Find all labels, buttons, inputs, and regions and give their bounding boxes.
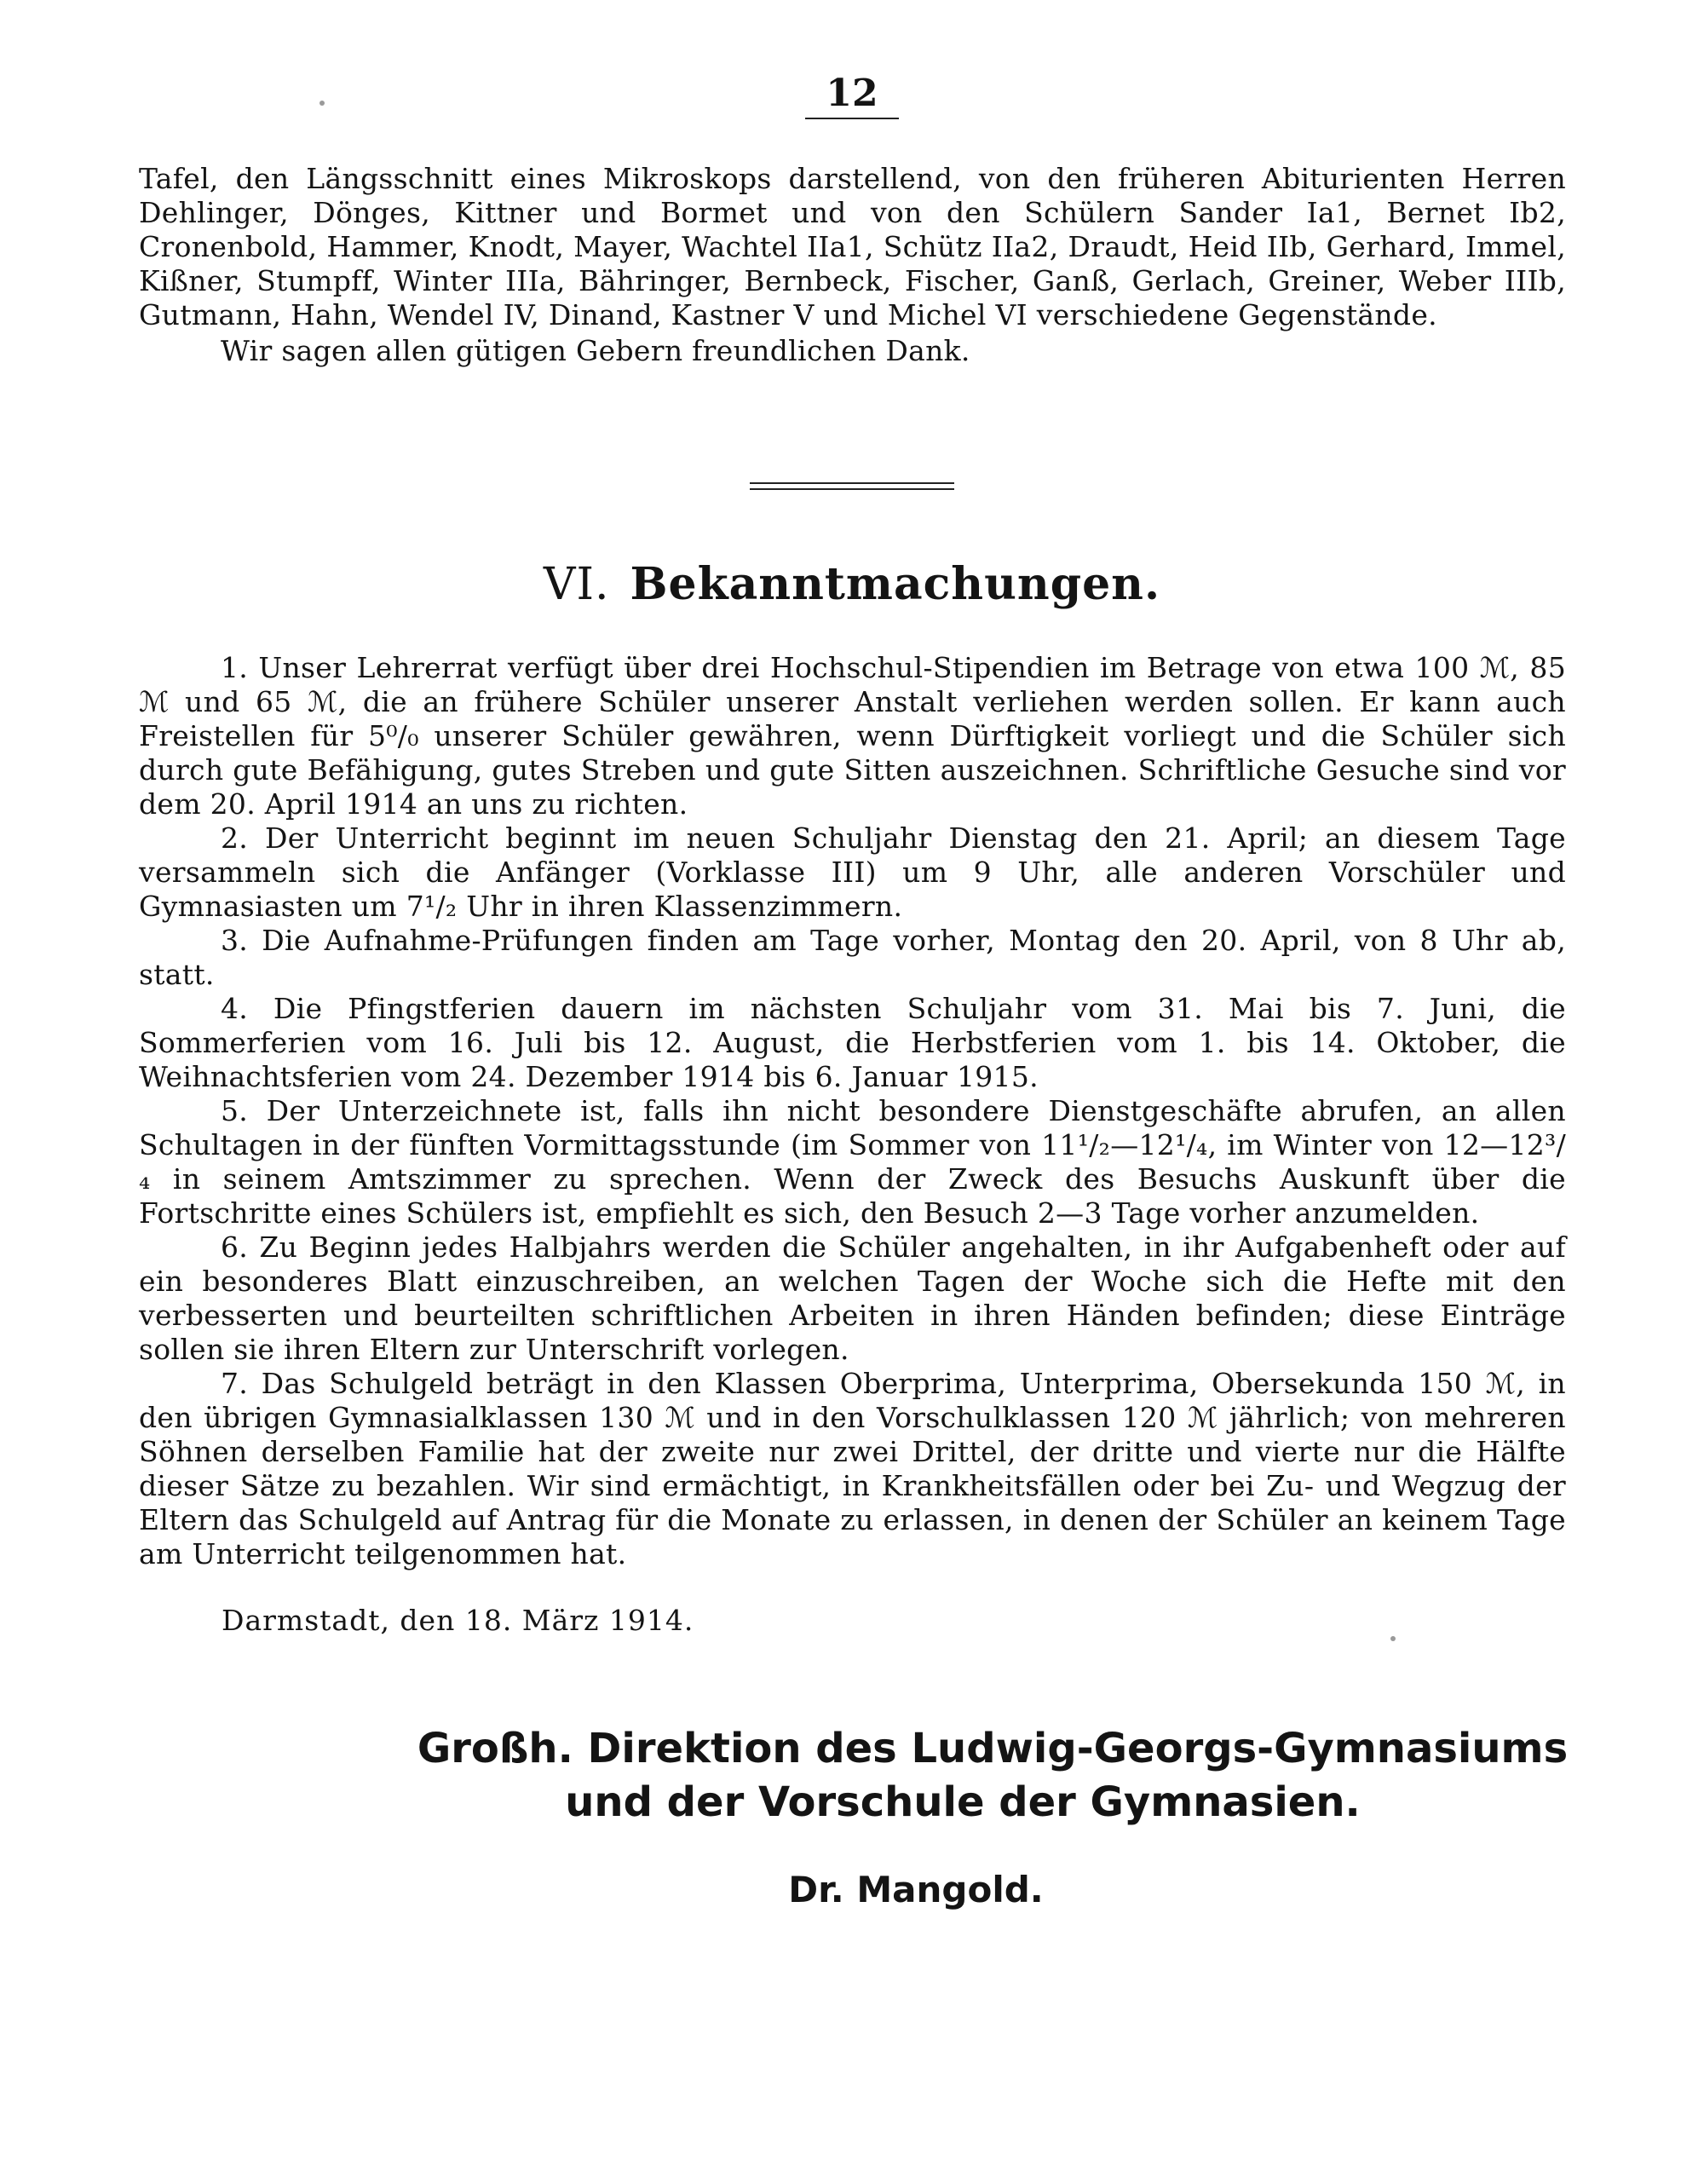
signature-institution-line1: Großh. Direktion des Ludwig-Georgs-Gymnasiums bbox=[417, 1725, 1569, 1772]
notice-item: 4. Die Pfingstferien dauern im nächsten Schuljahr vom 31. Mai bis 7. Juni, die Sommerferien vom 16. Juli bis 12. August, die Herbstferien vom 1. bis 14. Oktober, die Weihnachtsferien vom 24. Dezember 1914 bis 6. Januar 1915. bbox=[139, 992, 1566, 1093]
section-number: VI. bbox=[543, 559, 610, 610]
notice-item: 1. Unser Lehrerrat verfügt über drei Hochschul-Stipendien im Betrage von etwa 100 ℳ, 85 ℳ und 65 ℳ, die an frühere Schüler unserer Anstalt verliehen werden sollen. Er kann auch Freistellen für 5⁰/₀ unserer Schüler gewähren, wenn Dürftigkeit vorliegt und die Schüler sich durch gute Befähigung, gutes Streben und gute Sitten auszeichnen. Schriftliche Gesuche sind vor dem 20. April 1914 an uns zu richten. bbox=[139, 651, 1566, 821]
scan-speck bbox=[320, 101, 325, 106]
donor-acknowledgement bbox=[139, 162, 1566, 368]
notices-list bbox=[139, 651, 1566, 1571]
scan-speck bbox=[1390, 1636, 1396, 1641]
donor-list-paragraph: Tafel, den Längsschnitt eines Mikroskops darstellend, von den früheren Abiturienten Herren Dehlinger, Dönges, Kittner und Bormet und von den Schülern Sander Ia1, Bernet Ib2, Cronenbold, Hammer, Knodt, Mayer, Wachtel IIa1, Schütz IIa2, Draudt, Heid IIb, Gerhard, Immel, Kißner, Stumpff, Winter IIIa, Bähringer, Bernbeck, Fischer, Ganß, Gerlach, Greiner, Weber IIIb, Gutmann, Hahn, Wendel IV, Dinand, Kastner V und Michel VI verschiedene Gegenstände. bbox=[139, 162, 1566, 331]
section-divider bbox=[750, 482, 954, 490]
section-heading bbox=[0, 558, 1704, 610]
notice-item: 3. Die Aufnahme-Prüfungen finden am Tage vorher, Montag den 20. April, von 8 Uhr ab, statt. bbox=[139, 924, 1566, 991]
signature-name: Dr. Mangold. bbox=[788, 1869, 1044, 1910]
signature-institution-line2: und der Vorschule der Gymnasien. bbox=[565, 1778, 1361, 1826]
page-number-underline bbox=[805, 118, 899, 119]
dateline: Darmstadt, den 18. März 1914. bbox=[222, 1604, 694, 1637]
thanks-paragraph: Wir sagen allen gütigen Gebern freundlichen Dank. bbox=[221, 334, 970, 367]
notice-item: 2. Der Unterricht beginnt im neuen Schuljahr Dienstag den 21. April; an diesem Tage versammeln sich die Anfänger (Vorklasse III) um 9 Uhr, alle anderen Vorschüler und Gymnasiasten um 7¹/₂ Uhr in ihren Klassenzimmern. bbox=[139, 821, 1566, 923]
notice-item: 7. Das Schulgeld beträgt in den Klassen Oberprima, Unterprima, Obersekunda 150 ℳ, in den übrigen Gymnasialklassen 130 ℳ und in den Vorschulklassen 120 ℳ jährlich; von mehreren Söhnen derselben Familie hat der zweite nur zwei Drittel, der dritte und vierte nur die Hälfte dieser Sätze zu bezahlen. Wir sind ermächtigt, in Krankheitsfällen oder bei Zu- und Wegzug der Eltern das Schulgeld auf Antrag für die Monate zu erlassen, in denen der Schüler an keinem Tage am Unterricht teilgenommen hat. bbox=[139, 1367, 1566, 1570]
notice-item: 6. Zu Beginn jedes Halbjahrs werden die Schüler angehalten, in ihr Aufgabenheft oder auf ein besonderes Blatt einzuschreiben, an welchen Tagen der Woche sich die Hefte mit den verbesserten und beurteilten schriftlichen Arbeiten in ihren Händen befinden; diese Einträge sollen sie ihren Eltern zur Unterschrift vorlegen. bbox=[139, 1230, 1566, 1366]
page-number: 12 bbox=[826, 72, 878, 115]
notice-item: 5. Der Unterzeichnete ist, falls ihn nicht besondere Dienstgeschäfte abrufen, an allen Schultagen in der fünften Vormittagsstunde (im Sommer von 11¹/₂—12¹/₄, im Winter von 12—12³/₄ in seinem Amtszimmer zu sprechen. Wenn der Zweck des Besuchs Auskunft über die Fortschritte eines Schülers ist, empfiehlt es sich, den Besuch 2—3 Tage vorher anzumelden. bbox=[139, 1094, 1566, 1230]
section-title: Bekanntmachungen. bbox=[630, 558, 1161, 610]
